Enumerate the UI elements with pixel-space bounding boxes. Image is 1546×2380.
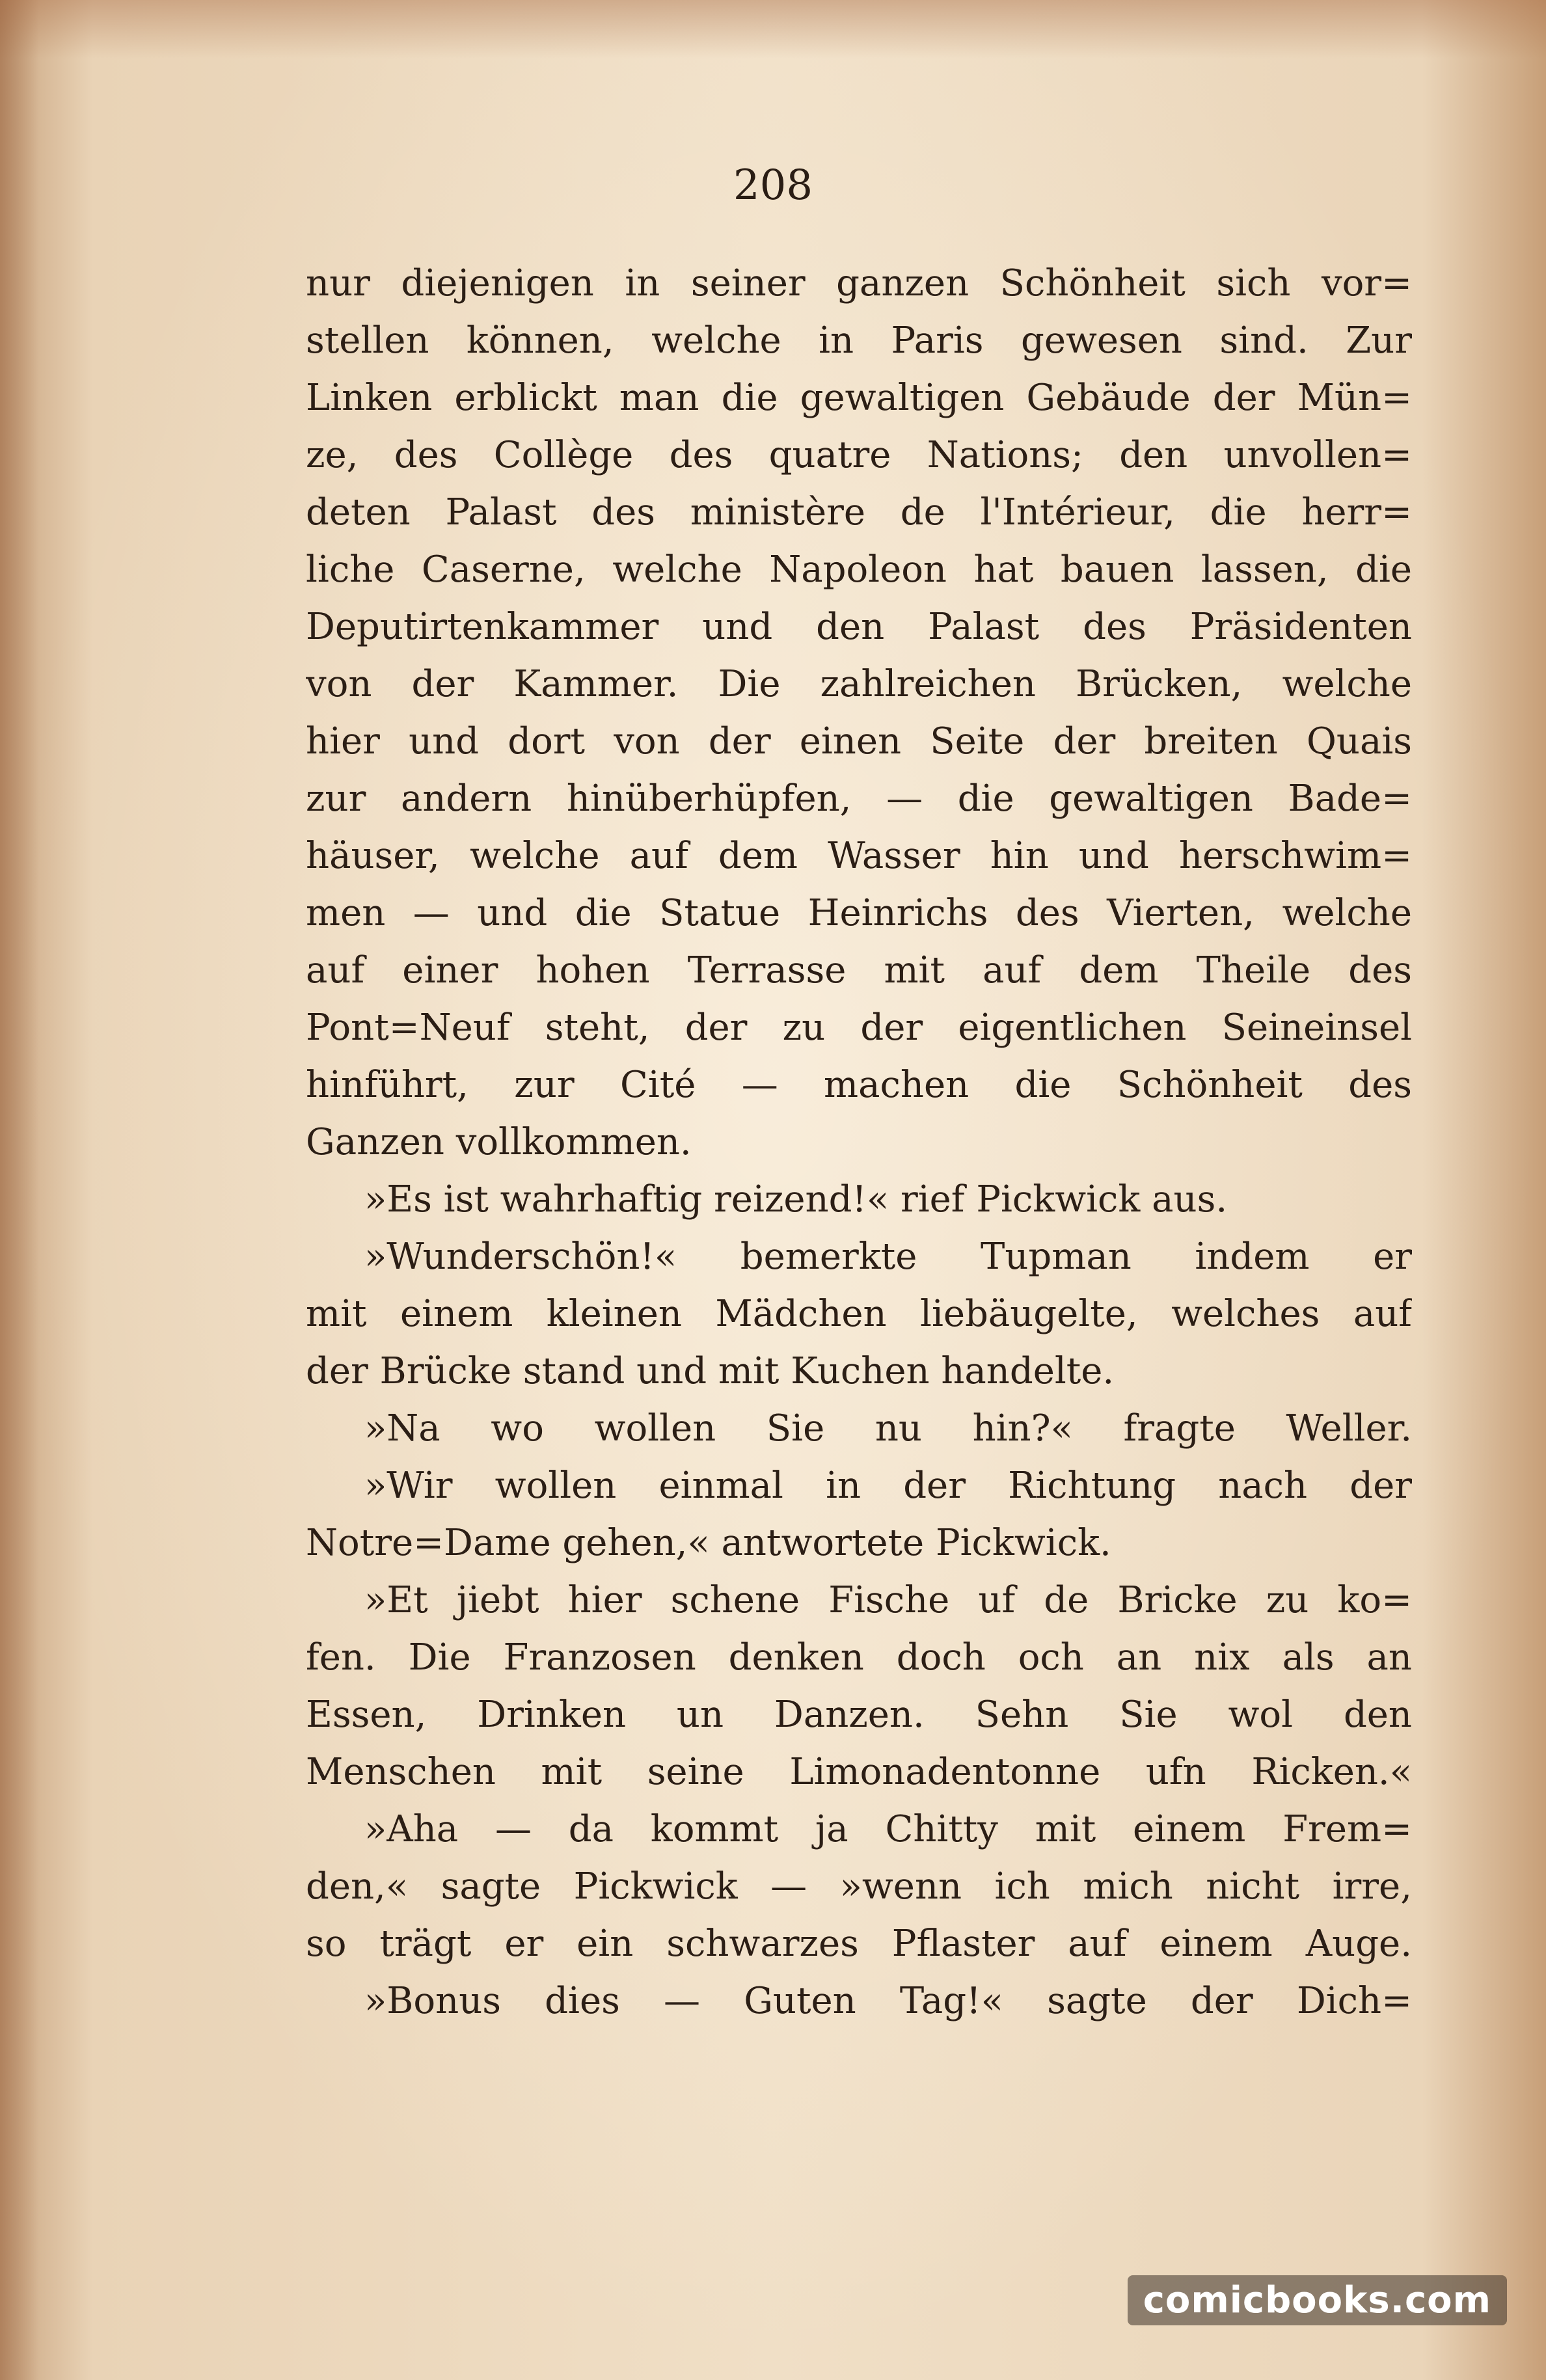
text-line: zur andern hinüberhüpfen, — die gewaltigen Bade=: [306, 778, 1412, 820]
text-line: mit einem kleinen Mädchen liebäugelte, welches auf: [306, 1293, 1412, 1335]
text-line: Notre=Dame gehen,« antwortete Pickwick.: [306, 1522, 1111, 1564]
body-text: [306, 255, 1412, 2030]
text-line: »Wir wollen einmal in der Richtung nach der: [364, 1465, 1412, 1507]
text-line: »Wunderschön!« bemerkte Tupman indem er: [364, 1236, 1412, 1278]
text-line: nur diejenigen in seiner ganzen Schönheit sich vor=: [306, 262, 1412, 304]
text-line: den,« sagte Pickwick — »wenn ich mich nicht irre,: [306, 1865, 1412, 1908]
text-line: Essen, Drinken un Danzen. Sehn Sie wol den: [306, 1694, 1412, 1736]
text-line: Ganzen vollkommen.: [306, 1121, 692, 1163]
text-line: men — und die Statue Heinrichs des Vierten, welche: [306, 892, 1412, 934]
text-line: häuser, welche auf dem Wasser hin und herschwim=: [306, 835, 1412, 877]
watermark-logo: comicbooks.com: [1128, 2275, 1507, 2325]
page-number: 208: [733, 161, 813, 210]
text-line: auf einer hohen Terrasse mit auf dem Theile des: [306, 949, 1412, 992]
text-line: der Brücke stand und mit Kuchen handelte.: [306, 1350, 1115, 1392]
text-line: liche Caserne, welche Napoleon hat bauen lassen, die: [306, 548, 1412, 591]
text-line: Linken erblickt man die gewaltigen Gebäude der Mün=: [306, 377, 1412, 419]
text-line: Menschen mit seine Limonadentonne ufn Ricken.«: [306, 1751, 1412, 1793]
text-line: so trägt er ein schwarzes Pflaster auf einem Auge.: [306, 1923, 1412, 1965]
text-line: »Bonus dies — Guten Tag!« sagte der Dich=: [364, 1980, 1412, 2022]
text-line: ze, des Collège des quatre Nations; den unvollen=: [306, 434, 1412, 476]
text-line: »Na wo wollen Sie nu hin?« fragte Weller.: [364, 1407, 1412, 1450]
text-line: hier und dort von der einen Seite der breiten Quais: [306, 720, 1412, 763]
text-line: hinführt, zur Cité — machen die Schönheit des: [306, 1064, 1412, 1106]
text-line: Pont=Neuf steht, der zu der eigentlichen Seineinsel: [306, 1007, 1412, 1049]
text-line: von der Kammer. Die zahlreichen Brücken, welche: [306, 663, 1412, 705]
text-line: fen. Die Franzosen denken doch och an nix als an: [306, 1636, 1412, 1679]
text-line: stellen können, welche in Paris gewesen sind. Zur: [306, 319, 1412, 362]
text-line: »Et jiebt hier schene Fische uf de Bricke zu ko=: [364, 1579, 1412, 1621]
text-line: »Aha — da kommt ja Chitty mit einem Frem=: [364, 1808, 1412, 1850]
text-line: »Es ist wahrhaftig reizend!« rief Pickwick aus.: [364, 1178, 1228, 1221]
text-line: Deputirtenkammer und den Palast des Präsidenten: [306, 606, 1412, 648]
text-line: deten Palast des ministère de l'Intérieur, die herr=: [306, 491, 1412, 534]
